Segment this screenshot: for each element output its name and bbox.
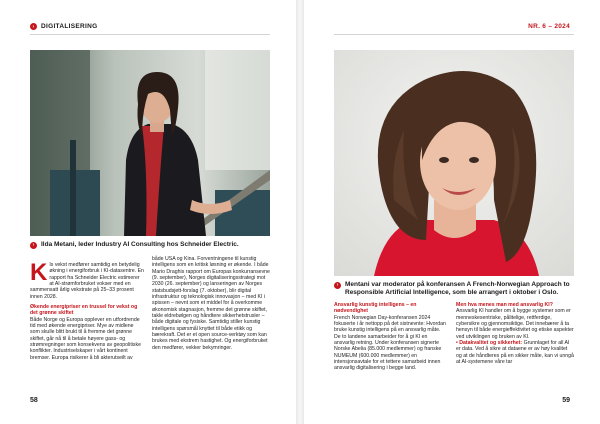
header-rule [30, 34, 270, 35]
body-paragraph: både USA og Kina. Forventningene til kunstig intelligens som en kritisk løsning er økende. I både Mario Draghis rapport om Europas konkurransevne (9. september), Norges digitaliseringsstrategi mot 2030 (26. september) og lanseringen av Norges statsbudsjett-forslag (7. oktober), blir digital infrastruktur og teknologisk innovasjon – med KI i spissen – nevnt som et middel for å overkomme økonomisk stagnasjon, fremme det grønne skiftet, takle eldrebølgen og håndtere sikkerhetstrusler – både digitale og fysiske. Samtidig stiller kunstig intelligens spørsmål knyttet til både etikk og bærekraft. Det er et open source-verktøy som kan brukes med ekstrem hastighet. Og energiforbruket den medfører, vekker bekymringer. [152, 256, 270, 351]
portrait-photo-moderator [334, 50, 574, 276]
caption-text: Mentani var moderator på konferansen A French-Norwegian Approach to Responsible Artificial Intelligence, som ble arrangert i oktober i Oslo. [345, 281, 570, 296]
article-column-3 [334, 302, 448, 372]
arrow-icon: › [334, 282, 341, 289]
article-column-4 [456, 302, 574, 365]
spine-gutter [296, 0, 304, 424]
body-paragraph: Ansvarlig KI handler om å bygge systemer som er menneskesentriske, pålitelige, rettferdige, cybersikre og gjennomsiktige. Det innebærer å ta hensyn til både energieffektivitet og etiske aspekter ved utviklingen og bruken av KI. [456, 308, 574, 340]
drop-cap: K [30, 259, 48, 286]
photo-caption [30, 241, 270, 249]
page-number: 59 [562, 397, 570, 404]
portrait-photo-ilda-metani [30, 50, 270, 236]
subheading: Økende energipriser en trussel for vekst og det grønne skiftet [30, 304, 138, 317]
bullet-marker: • [456, 340, 458, 347]
article-column-1 [30, 259, 144, 361]
header-rule [334, 34, 574, 35]
bullet-label: Datakvalitet og sikkerhet: [459, 340, 523, 347]
body-paragraph: Både Norge og Europa opplever en utfordrende tid med økende energipriser. Mye av midlene som skulle blitt brukt til å fremme det grønne skiftet, går nå til å betale høyere gass- og strømregninger som konsekvens av geopolitiske konflikter. Industriselskaper i vårt kontinent bremser. Europa risikerer å bli akterutseilt av [30, 316, 142, 361]
bullet-text: Grunnlaget for all AI er data. Ved å sikre at dataene er av høy kvalitet og at de håndteres på en sikker måte, kan vi unngå at AI-systemene våre tar [456, 340, 574, 366]
caption-text: Ilda Metani, leder Industry AI Consulting hos Schneider Electric. [41, 241, 239, 248]
right-page [304, 0, 600, 424]
left-page [0, 0, 296, 424]
section-header [30, 22, 97, 31]
section-title: DIGITALISERING [41, 23, 98, 30]
bullet-item [456, 340, 574, 365]
arrow-icon: › [30, 23, 37, 30]
arrow-icon: › [30, 242, 37, 249]
photo-caption [334, 281, 574, 297]
article-column-2 [152, 256, 270, 351]
issue-header: NR. 6 – 2024 [528, 23, 570, 30]
body-paragraph: French Norwegian Day-konferansen 2024 fokuserte i år nettopp på det sistnevnte: Hvordan bruke kunstig intelligens på en ansvarlig måte. De to landene samarbeider for å gi KI en ansvarlig retning. Under konferansen signerte Norske Abelia (85.000 medlemmer) og franske NUMEUM (600.000 medlemmer) en intensjonsavtale for et tettere samarbeid innen ansvarlig digitalisering i begge land. [334, 314, 446, 372]
lead-paragraph: Is vekst medfører samtidig en betydelig økning i energiforbruk i KI-datasentre. En rapport fra Schneider Electric estimerer at AI-strømforbruket vokser med en sammensatt årlig vekstrate på 25–33 prosent innen 2028. [30, 262, 144, 300]
subheading: Men hva menes man med ansvarlig KI? [456, 302, 553, 308]
subheading: Ansvarlig kunstig intelligens – en nødvendighet [334, 302, 417, 315]
page-number: 58 [30, 397, 38, 404]
